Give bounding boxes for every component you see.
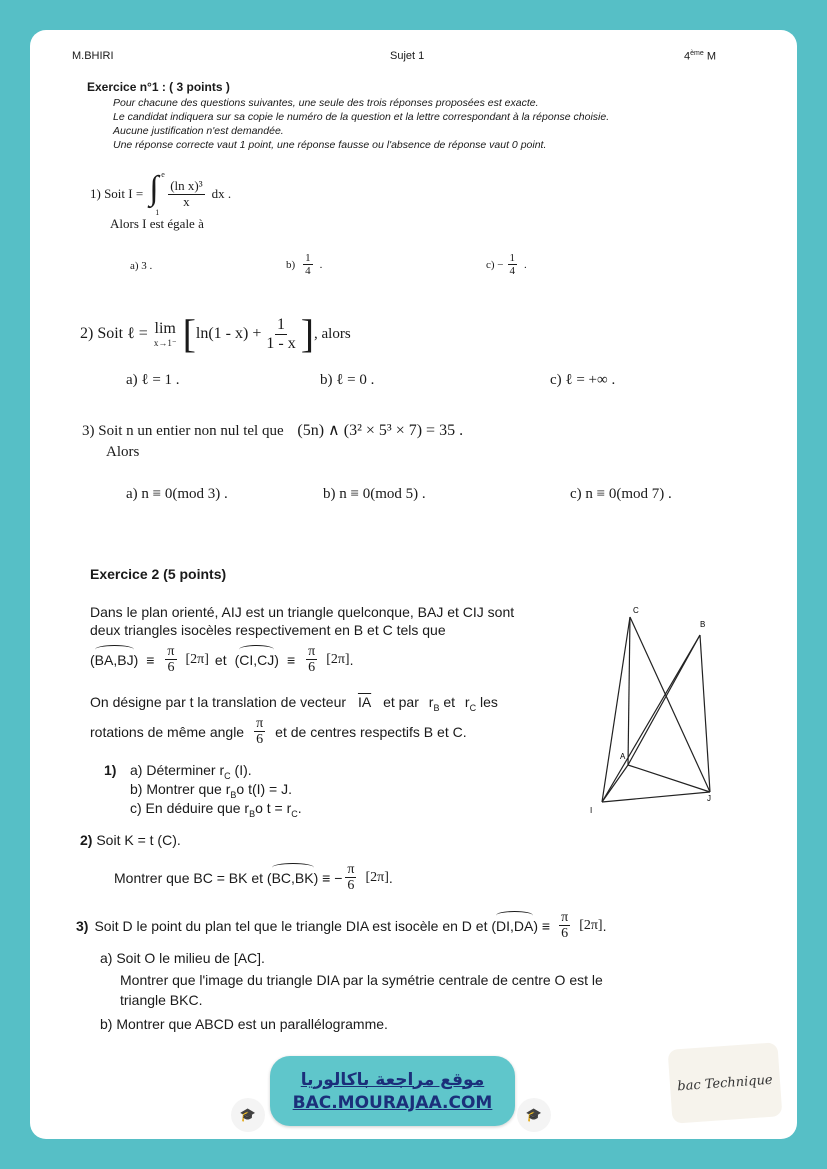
segment-AJ xyxy=(628,765,710,792)
banner-arabic-text[interactable]: موقع مراجعة باكالوريا xyxy=(300,1069,485,1090)
ex2-angle-conditions: ( BA,BJ ) ≡ $\frac{\pi}{6}$ [2π] et ( CI,CJ ) ≡ $\frac{\pi}{6}$ [2π] . xyxy=(90,644,354,676)
q1-answer-c: c) − $\frac{1}{4}$ . xyxy=(486,252,527,278)
segment-BJ xyxy=(700,635,710,792)
segment-AC xyxy=(628,617,630,765)
site-banner[interactable] xyxy=(270,1056,515,1126)
q2-inner: ln(1 - x) + xyxy=(195,325,262,342)
integrand-fraction: $\frac{\text{(ln x)³}}{x}$ xyxy=(170,178,203,209)
point-label-B: B xyxy=(700,620,706,629)
ex2-q3a-line: Montrer que l'image du triangle DIA par la symétrie centrale de centre O est le xyxy=(120,972,603,988)
triangle-figure xyxy=(570,575,770,815)
q2-answer-c: c) ℓ = +∞ . xyxy=(550,372,616,388)
q2-answer-a: a) ℓ = 1 . xyxy=(126,372,180,388)
segment-IC xyxy=(602,617,630,802)
exam-page xyxy=(30,30,797,1139)
q1-label: 1) Soit I = xyxy=(90,186,144,201)
instruction-line: Pour chacune des questions suivantes, une seule des trois réponses proposées est exacte. xyxy=(113,97,539,109)
exercise2-title: Exercice 2 (5 points) xyxy=(90,566,227,582)
point-label-J: J xyxy=(707,794,711,803)
q1-then: Alors I est égale à xyxy=(110,216,204,231)
q1-answer-a: a) 3 . xyxy=(130,260,153,272)
ex2-rotations-line: rotations de même angle $\frac{\pi}{6}$ et de centres respectifs B et C. xyxy=(90,716,467,748)
header-author: M.BHIRI xyxy=(72,50,114,62)
ex2-q1a: a) Déterminer $r_C$ (I). xyxy=(130,762,252,781)
header-subject: Sujet 1 xyxy=(390,50,425,62)
limit: lim x→1⁻ xyxy=(153,319,177,348)
q3-answer-b: b) n ≡ 0(mod 5) . xyxy=(323,486,426,502)
ex2-paragraph-line: deux triangles isocèles respectivement en B et C tels que xyxy=(90,622,446,638)
point-label-I: I xyxy=(590,806,593,815)
segment-IJ xyxy=(602,792,710,802)
ex2-q3a-line: triangle BKC. xyxy=(120,992,203,1008)
bac-technique-stamp: bac Technique xyxy=(668,1042,783,1123)
ex2-q2: 2) Soit K = t (C). xyxy=(80,832,181,848)
point-label-C: C xyxy=(633,606,639,615)
question3: 3) Soit n un entier non nul tel que (5n) ∧ (3² × 5³ × 7) = 35 . xyxy=(82,422,464,439)
ex2-q1-number: 1) xyxy=(104,762,117,778)
point-label-A: A xyxy=(620,752,626,761)
q3-answer-c: c) n ≡ 0(mod 7) . xyxy=(570,486,672,502)
instruction-line: Aucune justification n'est demandée. xyxy=(113,125,284,137)
banner-url[interactable]: BAC.MOURAJAA.COM xyxy=(292,1092,493,1113)
exercise1-title: Exercice n°1 : ( 3 points ) xyxy=(87,80,230,94)
ex2-q2-show: Montrer que BC = BK et ( BC,BK ) ≡ − $\frac{\pi}{6}$ [2π] . xyxy=(114,862,393,894)
ex2-paragraph-line: Dans le plan orienté, AIJ est un triangle quelconque, BAJ et CIJ sont xyxy=(90,604,515,620)
header-class: 4ème M xyxy=(684,50,716,63)
q3-expression: (5n) ∧ (3² × 5³ × 7) = 35 . xyxy=(297,422,464,439)
instruction-line: Le candidat indiquera sur sa copie le numéro de la question et la lettre correspondant à la réponse choisie. xyxy=(113,111,610,123)
q1-answer-b: b) $\frac{1}{4}$ . xyxy=(286,252,323,278)
q3-answer-a: a) n ≡ 0(mod 3) . xyxy=(126,486,228,502)
left-logo-icon: 🎓 xyxy=(231,1098,265,1132)
segment-CJ xyxy=(630,617,710,792)
instruction-line: Une réponse correcte vaut 1 point, une réponse fausse ou l'absence de réponse vaut 0 point. xyxy=(113,139,547,151)
segment-IA xyxy=(602,765,628,802)
segment-IB xyxy=(602,635,700,802)
ex2-q3a: a) Soit O le milieu de [AC]. xyxy=(100,950,265,966)
ex2-q3: 3) Soit D le point du plan tel que le triangle DIA est isocèle en D et ( DI,DA ) ≡ $\frac{\pi}{6}$ [2π] . xyxy=(76,910,607,942)
ex2-q1b: b) Montrer que $r_Bo$ t(I) = J. xyxy=(130,781,293,800)
q3-then: Alors xyxy=(106,444,140,460)
question1 xyxy=(90,172,231,216)
dx: dx . xyxy=(211,186,232,201)
ex2-translation-line: On désigne par t la translation de vecteur $\overline{IA}$ et par $r_B$ et $r_C$ les xyxy=(90,694,498,713)
question2: 2) Soit ℓ = lim x→1⁻ [ ln(1 - x) + $\frac{1}{1 - x}$ ] , alors xyxy=(80,311,351,356)
ex2-q3b: b) Montrer que ABCD est un parallélogramme. xyxy=(100,1016,388,1032)
q2-label: 2) Soit ℓ = xyxy=(80,325,148,342)
integral-sign: ∫ e 1 xyxy=(149,170,165,217)
q2-answer-b: b) ℓ = 0 . xyxy=(320,372,375,388)
ex2-q1c: c) En déduire que $r_Bo$ $t = r_C$. xyxy=(130,800,302,819)
right-logo-icon: 🎓 xyxy=(517,1098,551,1132)
